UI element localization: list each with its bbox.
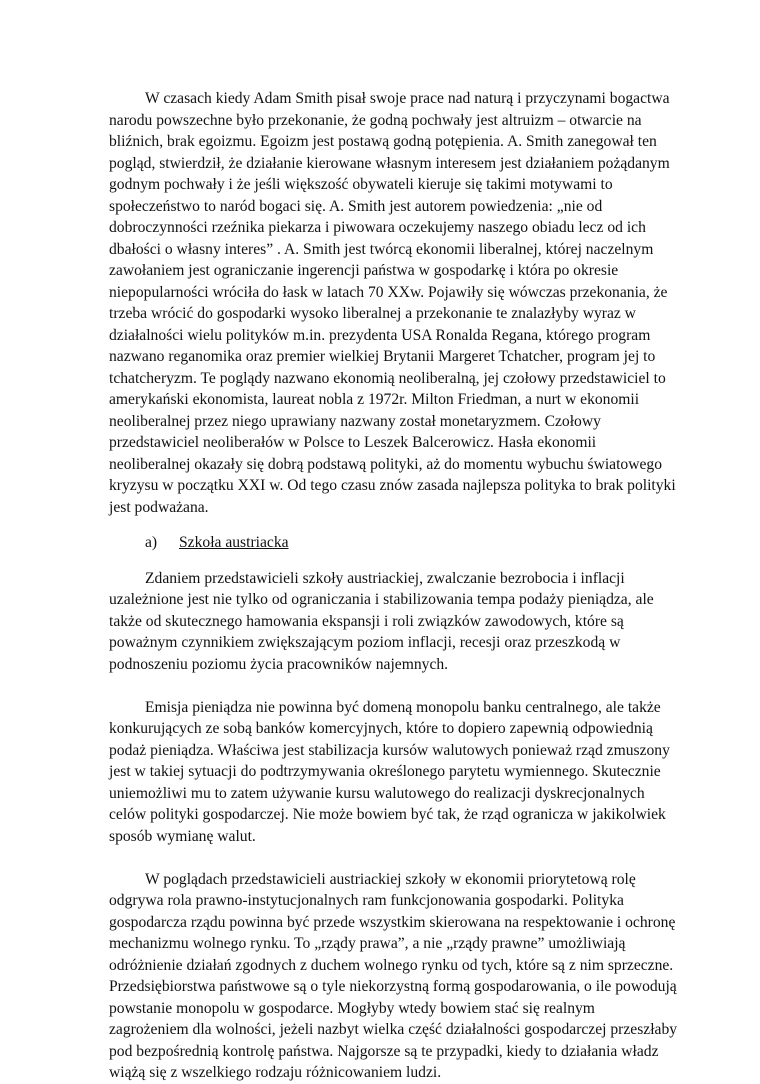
section-marker: a)	[145, 534, 158, 551]
paragraph-austrian-unemployment: Zdaniem przedstawicieli szkoły austriackiej, zwalczanie bezrobocia i inflacji uzależnione jest nie tylko od ograniczania i stabilizowania tempa podaży pieniądza, ale także od skutecznego hamowania ekspansji i roli związków zawodowych, które są poważnym czynnikiem zwiększającym poziom inflacji, recesji oraz przeszkodą w podnoszeniu poziomu życia pracowników najemnych.	[109, 569, 654, 673]
paragraph-legal-framework: W poglądach przedstawicieli austriackiej szkoły w ekonomii priorytetową rolę odgrywa rola prawno-instytucjonalnych ram funkcjonowania gospodarki. Polityka gospodarcza rządu powinna być przede wszystkim skierowana na respektowanie i ochronę mechanizmu wolnego rynku. To „rządy prawa”, a nie „rządy prawne” umożliwiają odróżnienie działań zgodnych z duchem wolnego rynku od tych, które są z nim sprzeczne. Przedsiębiorstwa państwowe są o tyle niekorzystną formą gospodarowania, o ile powodują powstanie monopolu w gospodarce. Mogłyby wtedy bowiem stać się realnym zagrożeniem dla wolności, jeżeli nazbyt wielka część działalności gospodarczej przeszłaby pod bezpośrednią kontrolę państwa. Najgorsze są te przypadki, kiedy to działania władz wiążą się z wszelkiego rodzaju różnicowaniem ludzi.	[109, 870, 678, 1081]
section-title: Szkoła austriacka	[179, 534, 289, 551]
section-heading-austrian-school	[109, 532, 678, 554]
paragraph-money-emission: Emisja pieniądza nie powinna być domeną monopolu banku centralnego, ale także konkurujących ze sobą banków komercyjnych, które to dopiero zapewnią odpowiednią podaż pieniądza. Właściwa jest stabilizacja kursów walutowych ponieważ rząd zmuszony jest w takiej sytuacji do podtrzymywania określonego parytetu wymiennego. Skutecznie uniemożliwi mu to zatem używanie kursu walutowego do realizacji dyskrecjonalnych celów polityki gospodarczej. Nie może bowiem być tak, że rząd ogranicza w jakikolwiek sposób wymianę walut.	[109, 698, 670, 845]
paragraph-adam-smith: W czasach kiedy Adam Smith pisał swoje prace nad naturą i przyczynami bogactwa narodu powszechne było przekonanie, że godną pochwały jest altruizm – otwarcie na bliźnich, brak egoizmu. Egoizm jest postawą godną potępienia. A. Smith zanegował ten pogląd, stwierdził, że działanie kierowane własnym interesem jest działaniem pożądanym godnym pochwały i że jeśli większość obywateli kieruje się takimi motywami to społeczeństwo to naród bogaci się. A. Smith jest autorem powiedzenia: „nie od dobroczynności rzeźnika piekarza i piwowara oczekujemy naszego obiadu lecz od ich dbałości o własny interes” . A. Smith jest twórcą ekonomii liberalnej, której naczelnym zawołaniem jest ograniczanie ingerencji państwa w gospodarkę i która po okresie niepopularności wróciła do łask w latach 70 XXw. Pojawiły się wówczas przekonania, że trzeba wrócić do gospodarki wysoko liberalnej a przekonanie te znalazłyby wyraz w działalności wielu polityków m.in. prezydenta USA Ronalda Regana, którego program nazwano reganomika oraz premier wielkiej Brytanii Margeret Tchatcher, program jej to tchatcheryzm. Te poglądy nazwano ekonomią neoliberalną, jej czołowy przedstawiciel to amerykański ekonomista, laureat nobla z 1972r. Milton Friedman, a nurt w ekonomii neoliberalnej przez niego uprawiany nazwany został monetaryzmem. Czołowy przedstawiciel neoliberałów w Polsce to Leszek Balcerowicz. Hasła ekonomii neoliberalnej okazały się dobrą podstawą polityki, aż do momentu wybuchu światowego kryzysu w początku XXI w. Od tego czasu znów zasada najlepsza polityka to brak polityki jest podważana.	[109, 90, 676, 516]
